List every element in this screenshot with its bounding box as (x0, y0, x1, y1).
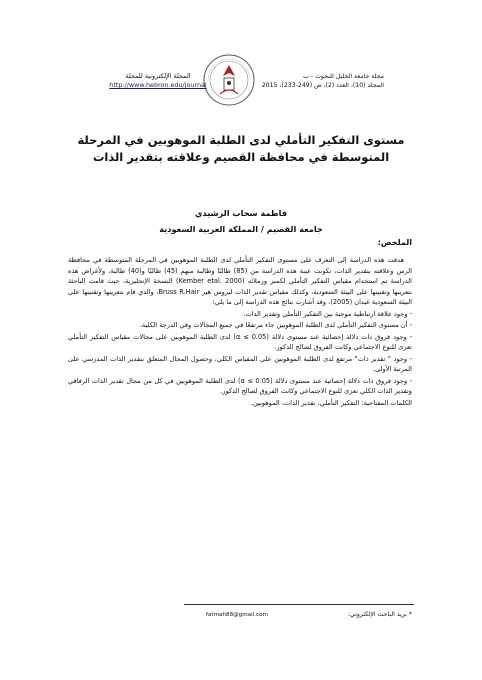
author-affiliation: جامعة القصيم / المملكة العربية السعودية (159, 224, 323, 234)
journal-name: مجلة جامعة الخليل للبحوث - ب (303, 73, 384, 80)
author-email-link[interactable]: fatmah88@gmail.com (206, 612, 268, 618)
abstract-body (68, 255, 412, 408)
finding-item: - أن مستوى التفكير التأملي لدى الطلبة الموهوبين جاء مرتفعًا في جميع المجالات وفي الدرجة الكلية. (139, 321, 412, 329)
footnote-divider (184, 604, 414, 605)
footnote-label: * بريد الباحث الإلكتروني: (347, 611, 412, 618)
keywords: الكلمات المفتاحية: التفكير التأملي، تقدير الذات، الموهوبين. (250, 398, 412, 407)
finding-item: - وجود علاقة ارتباطية موجبة بين التفكير التأملي وتقدير الذات. (243, 309, 412, 318)
author-name: فاطمة سحاب الرشيدي (194, 208, 288, 218)
abstract-paragraph: هدفت هذه الدراسة إلى التعرف على مستوى التفكير التأملي لدى الطلبة الموهوبين في المرحلة المتوسطة في محافظة الرس وعلاقته بتقدير الذات، تكونت عينة هذه الدراسة من (85) طالبًا وطالبة منهم (45) طالبًا و(40) طالبة، ولأغراض هذه الدراسة تم استخدام مقياس التفكير التأملي لكمبر وزملائه (Kember etal. 2000) النسخة الإنجليزية، حيث قامت الباحثة بتعريبها وتقنينها على البيئة السعودية، وكذلك مقياس تقدير الذات لبروس هير Bruss R.Hair، والذي قام بتعريبها وتقنينها على البيئة السعودية غيدان (2005)، وقد أشارت نتائج هذه الدراسة إلى ما يلي: (68, 256, 413, 306)
journal-header (238, 72, 384, 90)
author-block (120, 205, 362, 237)
finding-item: - وجود " تقدير ذات" مرتفع لدى الطلبة الموهوبين على المقياس الكلي، وحصول المجال المتعلق بتقدير الذات المدرسي على المرتبة الأولى. (68, 354, 412, 373)
abstract-heading: الملخص: (377, 238, 412, 247)
paper-title: مستوى التفكير التأملي لدى الطلبة الموهوبين في المرحلة المتوسطة في محافظة القصيم وعلاقته بتقدير الذات (77, 133, 405, 164)
epub-label: المجلة الإلكترونية للمجلة (125, 72, 191, 80)
finding-item: - وجود فروق ذات دلالة إحصائية عند مستوى دلالة (0.05 ≥ α) لدى الطلبة الموهوبين في كل من مجال تقدير الذات الرفاقي وتقدير الذات الكلي تعزى للنوع الاجتماعي وكانت الفروق لصالح الذكور. (68, 376, 413, 395)
journal-website-link[interactable]: http://www.hebron.edu/journal (109, 81, 207, 89)
finding-item: - وجود فروق ذات دلالة إحصائية عند مستوى دلالة (0.05 ≥ α) لدى الطلبة الموهوبين على مجالات مقياس التفكير التأملي تعزى للنوع الاجتماعي وكانت الفروق لصالح الذكور. (68, 332, 412, 351)
journal-volume: المجلد (10)، العدد (2)، ص (249-233)، 2015 (261, 82, 384, 89)
